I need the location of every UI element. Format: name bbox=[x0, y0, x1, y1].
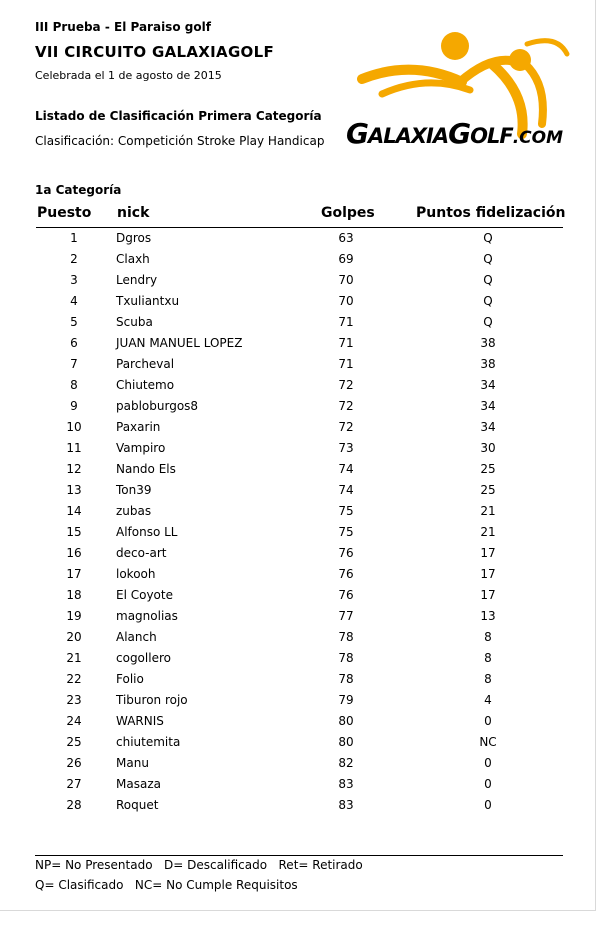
listing-title: Listado de Clasificación Primera Categoría bbox=[35, 109, 322, 123]
table-row bbox=[36, 670, 563, 691]
row-points: Q bbox=[483, 252, 493, 266]
row-points: 13 bbox=[480, 609, 496, 623]
row-points: 8 bbox=[484, 651, 492, 665]
row-points: 17 bbox=[480, 546, 496, 560]
row-nick: chiutemita bbox=[116, 735, 181, 749]
row-strokes: 78 bbox=[338, 672, 354, 686]
row-nick: Roquet bbox=[116, 798, 159, 812]
row-nick: Ton39 bbox=[116, 483, 152, 497]
row-position: 5 bbox=[70, 315, 78, 329]
table-row bbox=[36, 544, 563, 565]
column-header-nick: nick bbox=[117, 205, 150, 221]
row-points: Q bbox=[483, 294, 493, 308]
row-nick: WARNIS bbox=[116, 714, 164, 728]
table-row bbox=[36, 460, 563, 481]
row-nick: Alanch bbox=[116, 630, 157, 644]
row-points: 34 bbox=[480, 420, 496, 434]
row-position: 15 bbox=[66, 525, 82, 539]
column-header-loyalty-points: Puntos fidelización bbox=[416, 205, 566, 221]
row-position: 21 bbox=[66, 651, 82, 665]
row-position: 2 bbox=[70, 252, 78, 266]
row-points: 34 bbox=[480, 378, 496, 392]
table-row bbox=[36, 355, 563, 376]
table-row bbox=[36, 481, 563, 502]
event-title: III Prueba - El Paraiso golf bbox=[35, 20, 211, 34]
table-row bbox=[36, 691, 563, 712]
row-points: 17 bbox=[480, 588, 496, 602]
table-row bbox=[36, 523, 563, 544]
row-nick: Dgros bbox=[116, 231, 152, 245]
row-position: 18 bbox=[66, 588, 82, 602]
row-position: 24 bbox=[66, 714, 82, 728]
row-nick: magnolias bbox=[116, 609, 178, 623]
table-row bbox=[36, 586, 563, 607]
table-row bbox=[36, 565, 563, 586]
row-nick: deco-art bbox=[116, 546, 167, 560]
row-nick: Parcheval bbox=[116, 357, 175, 371]
row-points: 4 bbox=[484, 693, 492, 707]
row-strokes: 83 bbox=[338, 777, 354, 791]
legend-line-1: NP= No Presentado D= Descalificado Ret= Retirado bbox=[35, 858, 363, 872]
row-strokes: 73 bbox=[338, 441, 354, 455]
row-nick: zubas bbox=[116, 504, 152, 518]
results-table bbox=[36, 229, 563, 817]
row-strokes: 70 bbox=[338, 294, 354, 308]
row-position: 17 bbox=[66, 567, 82, 581]
row-strokes: 79 bbox=[338, 693, 354, 707]
row-strokes: 74 bbox=[338, 483, 354, 497]
row-nick: JUAN MANUEL LOPEZ bbox=[116, 336, 243, 350]
row-nick: cogollero bbox=[116, 651, 171, 665]
row-position: 13 bbox=[66, 483, 82, 497]
row-strokes: 83 bbox=[338, 798, 354, 812]
row-points: 8 bbox=[484, 672, 492, 686]
row-nick: Chiutemo bbox=[116, 378, 175, 392]
row-points: 25 bbox=[480, 462, 496, 476]
table-row bbox=[36, 607, 563, 628]
row-strokes: 74 bbox=[338, 462, 354, 476]
legend-line-2: Q= Clasificado NC= No Cumple Requisitos bbox=[35, 878, 298, 892]
row-strokes: 80 bbox=[338, 714, 354, 728]
row-points: 21 bbox=[480, 504, 496, 518]
row-position: 14 bbox=[66, 504, 82, 518]
table-row bbox=[36, 754, 563, 775]
row-points: 38 bbox=[480, 336, 496, 350]
row-strokes: 75 bbox=[338, 525, 354, 539]
column-header-position: Puesto bbox=[37, 205, 92, 221]
row-nick: Alfonso LL bbox=[116, 525, 178, 539]
row-position: 22 bbox=[66, 672, 82, 686]
table-row bbox=[36, 334, 563, 355]
table-row bbox=[36, 733, 563, 754]
row-position: 4 bbox=[70, 294, 78, 308]
row-points: Q bbox=[483, 315, 493, 329]
row-strokes: 78 bbox=[338, 630, 354, 644]
row-points: 0 bbox=[484, 714, 492, 728]
table-row bbox=[36, 628, 563, 649]
galaxiagolf-logo: GALAXIAGOLF.COM bbox=[346, 117, 564, 150]
row-strokes: 72 bbox=[338, 399, 354, 413]
row-nick: lokooh bbox=[116, 567, 156, 581]
row-position: 8 bbox=[70, 378, 78, 392]
row-points: 0 bbox=[484, 777, 492, 791]
row-position: 23 bbox=[66, 693, 82, 707]
row-points: Q bbox=[483, 231, 493, 245]
category-title: 1a Categoría bbox=[35, 183, 122, 197]
row-points: Q bbox=[483, 273, 493, 287]
row-strokes: 72 bbox=[338, 378, 354, 392]
row-strokes: 71 bbox=[338, 336, 354, 350]
row-strokes: 76 bbox=[338, 567, 354, 581]
row-strokes: 63 bbox=[338, 231, 354, 245]
row-points: 21 bbox=[480, 525, 496, 539]
row-position: 20 bbox=[66, 630, 82, 644]
row-position: 6 bbox=[70, 336, 78, 350]
row-position: 28 bbox=[66, 798, 82, 812]
row-strokes: 72 bbox=[338, 420, 354, 434]
row-position: 11 bbox=[66, 441, 82, 455]
row-strokes: 69 bbox=[338, 252, 354, 266]
table-row bbox=[36, 250, 563, 271]
row-points: NC bbox=[479, 735, 497, 749]
row-position: 25 bbox=[66, 735, 82, 749]
row-nick: Folio bbox=[116, 672, 144, 686]
table-row bbox=[36, 418, 563, 439]
table-row bbox=[36, 313, 563, 334]
row-position: 1 bbox=[70, 231, 78, 245]
row-points: 0 bbox=[484, 798, 492, 812]
event-date: Celebrada el 1 de agosto de 2015 bbox=[35, 69, 222, 82]
row-nick: Claxh bbox=[116, 252, 150, 266]
table-row bbox=[36, 796, 563, 817]
row-nick: pabloburgos8 bbox=[116, 399, 199, 413]
row-position: 9 bbox=[70, 399, 78, 413]
row-position: 3 bbox=[70, 273, 78, 287]
row-strokes: 71 bbox=[338, 357, 354, 371]
table-row bbox=[36, 292, 563, 313]
row-nick: Tiburon rojo bbox=[116, 693, 188, 707]
row-strokes: 76 bbox=[338, 588, 354, 602]
row-points: 34 bbox=[480, 399, 496, 413]
row-position: 16 bbox=[66, 546, 82, 560]
row-nick: Vampiro bbox=[116, 441, 166, 455]
row-nick: Masaza bbox=[116, 777, 161, 791]
table-row bbox=[36, 397, 563, 418]
row-nick: Lendry bbox=[116, 273, 158, 287]
header-divider bbox=[36, 227, 563, 228]
column-header-strokes: Golpes bbox=[321, 205, 375, 221]
row-nick: Manu bbox=[116, 756, 149, 770]
row-strokes: 75 bbox=[338, 504, 354, 518]
row-nick: Nando Els bbox=[116, 462, 176, 476]
classification-type: Clasificación: Competición Stroke Play Handicap bbox=[35, 134, 325, 148]
table-row bbox=[36, 376, 563, 397]
row-points: 30 bbox=[480, 441, 496, 455]
row-strokes: 77 bbox=[338, 609, 354, 623]
row-strokes: 80 bbox=[338, 735, 354, 749]
row-nick: Paxarin bbox=[116, 420, 161, 434]
row-position: 7 bbox=[70, 357, 78, 371]
table-row bbox=[36, 712, 563, 733]
row-nick: Scuba bbox=[116, 315, 153, 329]
row-points: 38 bbox=[480, 357, 496, 371]
row-strokes: 71 bbox=[338, 315, 354, 329]
row-position: 19 bbox=[66, 609, 82, 623]
row-nick: El Coyote bbox=[116, 588, 173, 602]
row-position: 10 bbox=[66, 420, 82, 434]
table-row bbox=[36, 229, 563, 250]
row-points: 8 bbox=[484, 630, 492, 644]
table-row bbox=[36, 502, 563, 523]
row-points: 25 bbox=[480, 483, 496, 497]
row-strokes: 78 bbox=[338, 651, 354, 665]
row-position: 27 bbox=[66, 777, 82, 791]
row-position: 26 bbox=[66, 756, 82, 770]
row-points: 17 bbox=[480, 567, 496, 581]
row-strokes: 70 bbox=[338, 273, 354, 287]
footer-divider bbox=[35, 855, 563, 856]
row-position: 12 bbox=[66, 462, 82, 476]
table-row bbox=[36, 649, 563, 670]
row-strokes: 76 bbox=[338, 546, 354, 560]
row-strokes: 82 bbox=[338, 756, 354, 770]
row-nick: Txuliantxu bbox=[116, 294, 180, 308]
table-row bbox=[36, 775, 563, 796]
table-row bbox=[36, 271, 563, 292]
table-row bbox=[36, 439, 563, 460]
row-points: 0 bbox=[484, 756, 492, 770]
circuit-title: VII CIRCUITO GALAXIAGOLF bbox=[35, 43, 275, 61]
